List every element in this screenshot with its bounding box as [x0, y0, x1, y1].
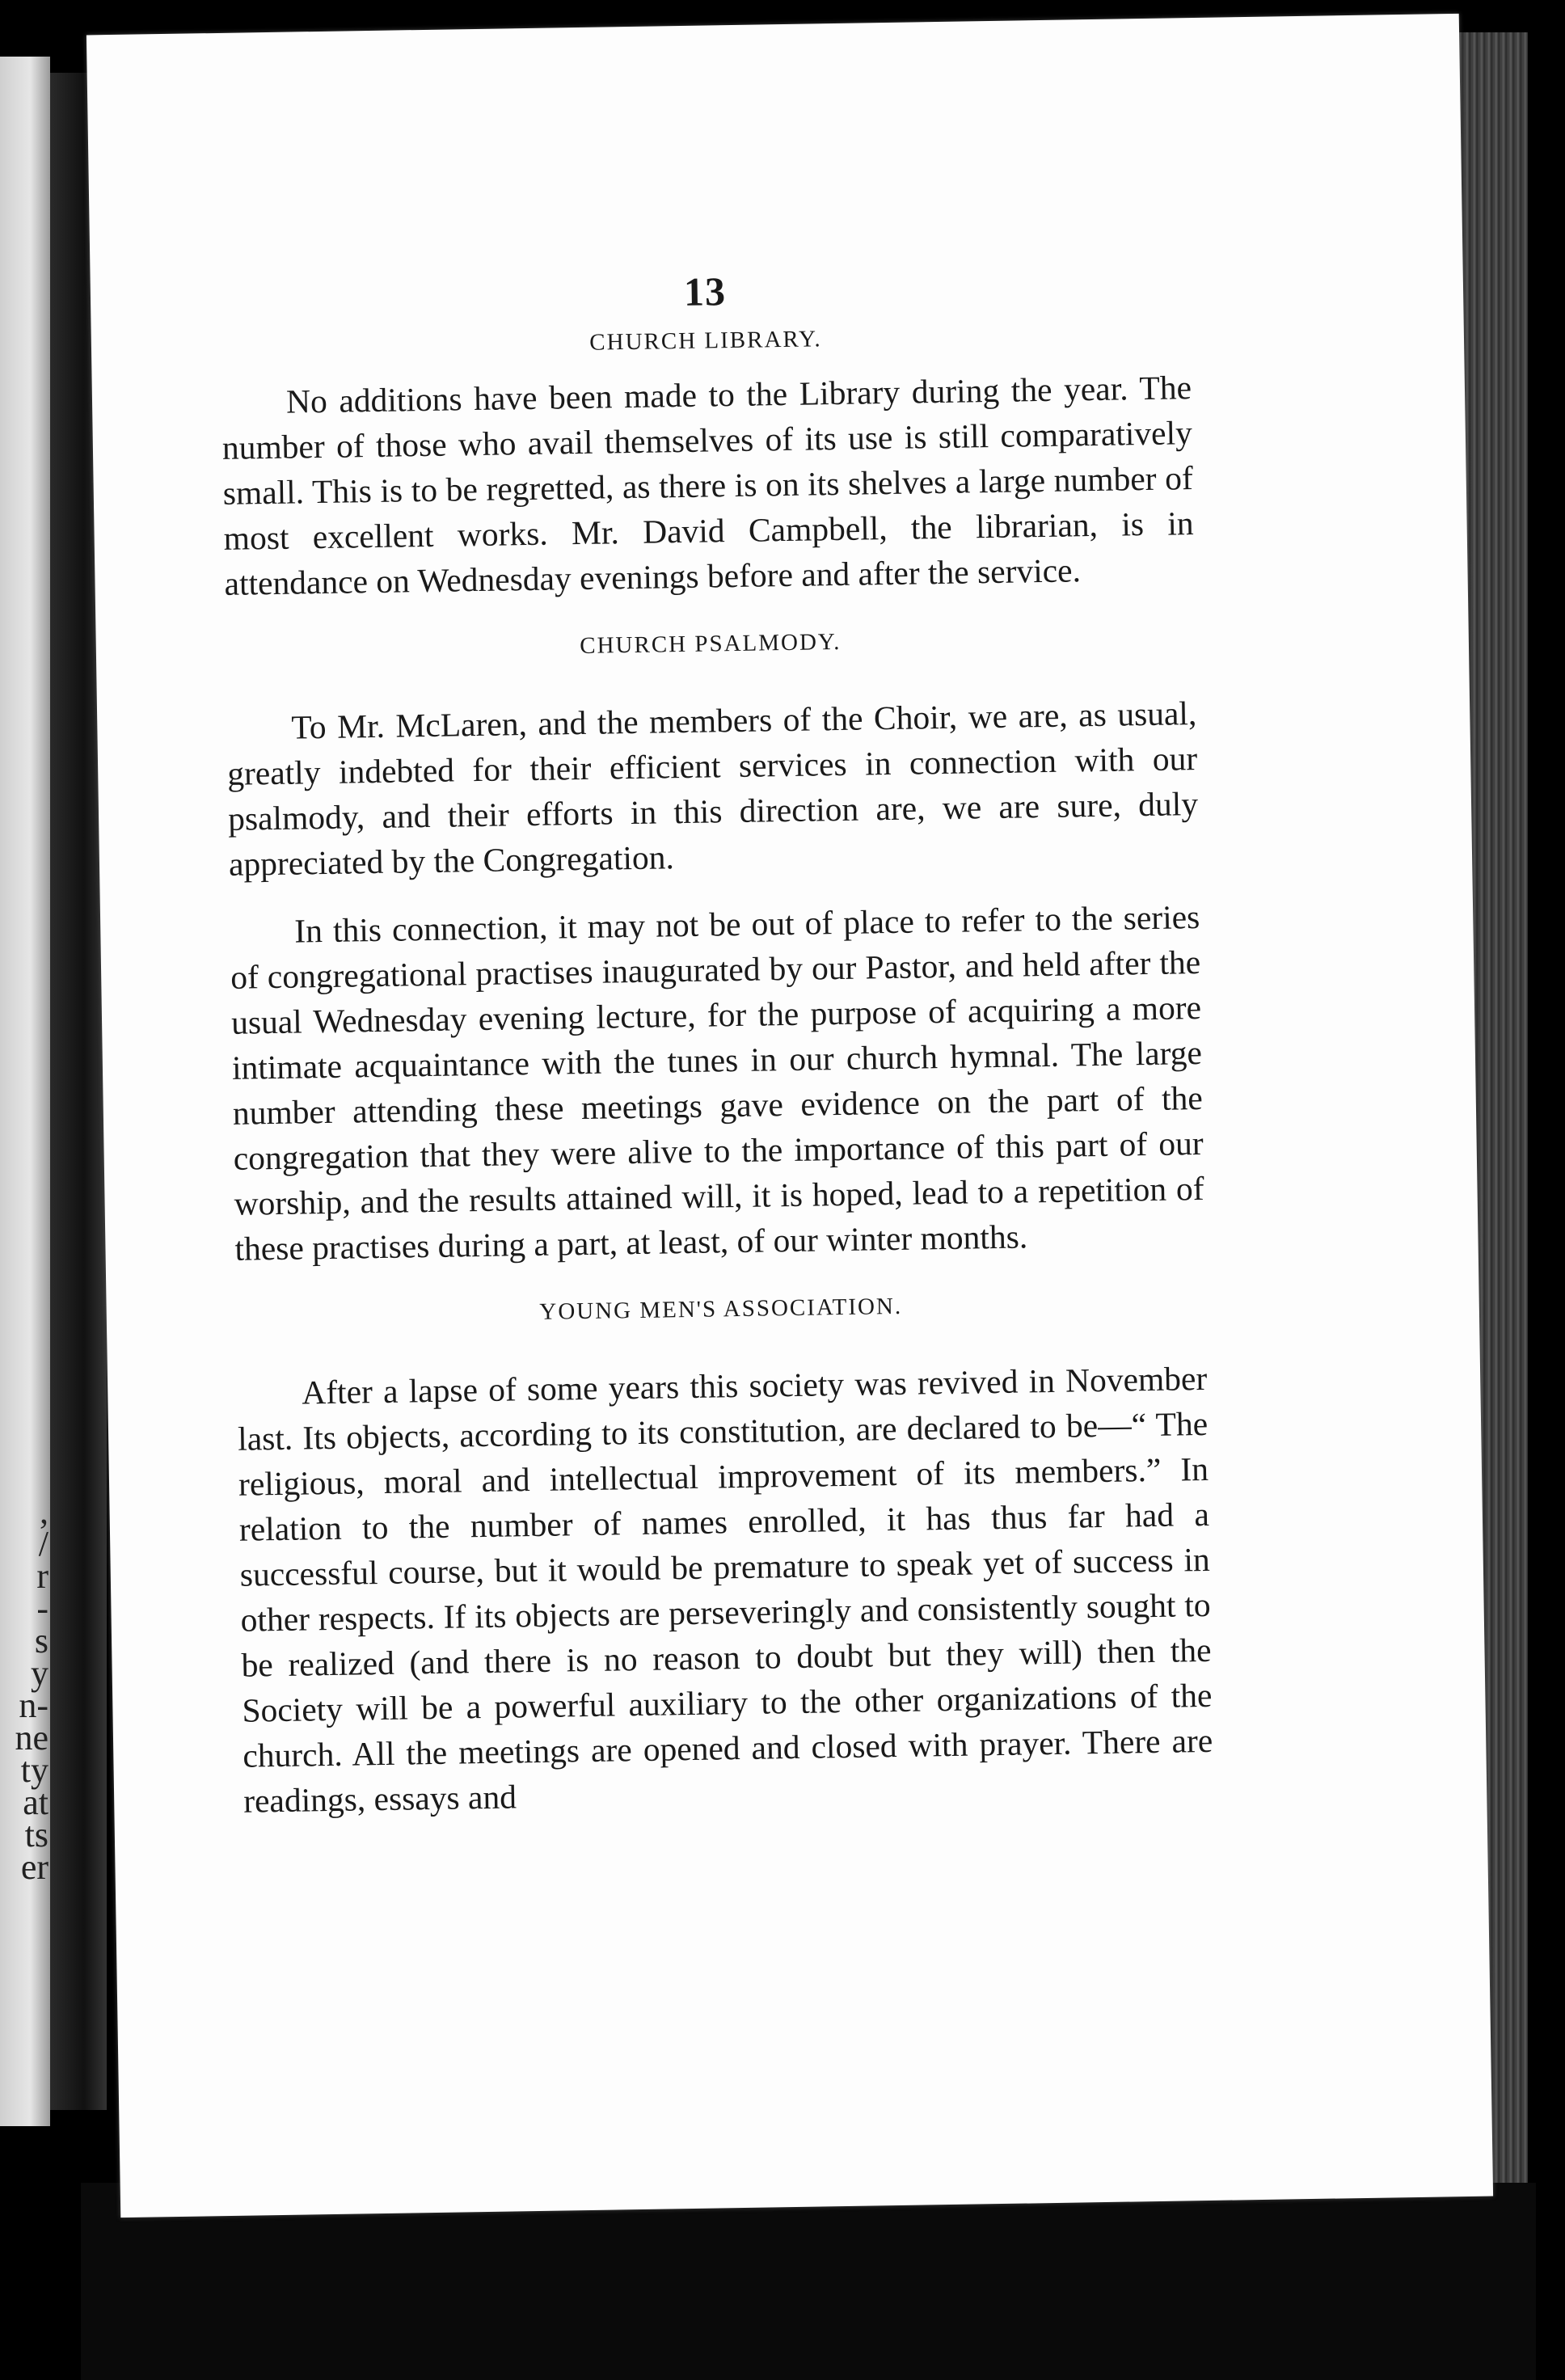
fragment: / [38, 1524, 49, 1563]
fragment: at [23, 1783, 49, 1822]
fragment: , [40, 1492, 49, 1531]
fragment: er [20, 1847, 49, 1887]
fragment: s [34, 1621, 49, 1661]
fragment: - [36, 1589, 49, 1628]
paragraph: After a lapse of some years this society was revived in November last. Its objects, according to its constitution, are declared to be—“ The religious, moral and intellectual improvement of its members.” In relation to the number of names enrolled, it has thus far had a successful course, but it would be premature to speak yet of success in other respects. If its objects are perseveringly and consistently sought to be realized (and there is no reason to doubt but they will) then the Society will be a powerful auxiliary to the other organizations of the church. All the meetings are opened and closed with prayer. There are readings, essays and [237, 1359, 1213, 1820]
fragment: r [36, 1556, 49, 1596]
page-content [220, 260, 1214, 1846]
section-heading-church-psalmody: CHURCH PSALMODY. [580, 628, 842, 660]
fragment: n- [19, 1686, 49, 1725]
paragraph: In this connection, it may not be out of place to refer to the series of congregational practises inaugurated by our Pastor, and held after the usual Wednesday evening lecture, for the purpose of acquiring a more intimate acquaintance with the tunes in our church hymnal. The large number attending these meetings gave evidence on the part of the congregation that they were alive to the importance of this part of our worship, and the results attained will, it is hoped, lead to a repetition of these practises during a part, at least, of our winter months. [230, 898, 1204, 1268]
previous-page-text-fragments [0, 1492, 49, 1887]
fragment: ts [24, 1815, 49, 1855]
paragraph: No additions have been made to the Library during the year. The number of those who avail themselves of its use is still comparatively small. This is to be regretted, as there is on its shelves a large number of most excellent works. Mr. David Campbell, the librarian, is in attendance on Wednesday evenings before and after the service. [221, 369, 1194, 602]
fragment: ty [20, 1750, 49, 1790]
fragment: ne [15, 1718, 49, 1758]
section-heading-young-mens-association: YOUNG MEN'S ASSOCIATION. [539, 1293, 903, 1325]
page-number: 13 [683, 268, 727, 314]
section-heading-church-library: CHURCH LIBRARY. [589, 326, 822, 356]
fragment: y [31, 1653, 49, 1693]
book-page [86, 14, 1493, 2218]
paragraph: To Mr. McLaren, and the members of the Choir, we are, as usual, greatly indebted for their efficient services in connection with our psalmody, and their efforts in this direction are, we are sure, duly appreciated by the Congregation. [226, 694, 1199, 883]
